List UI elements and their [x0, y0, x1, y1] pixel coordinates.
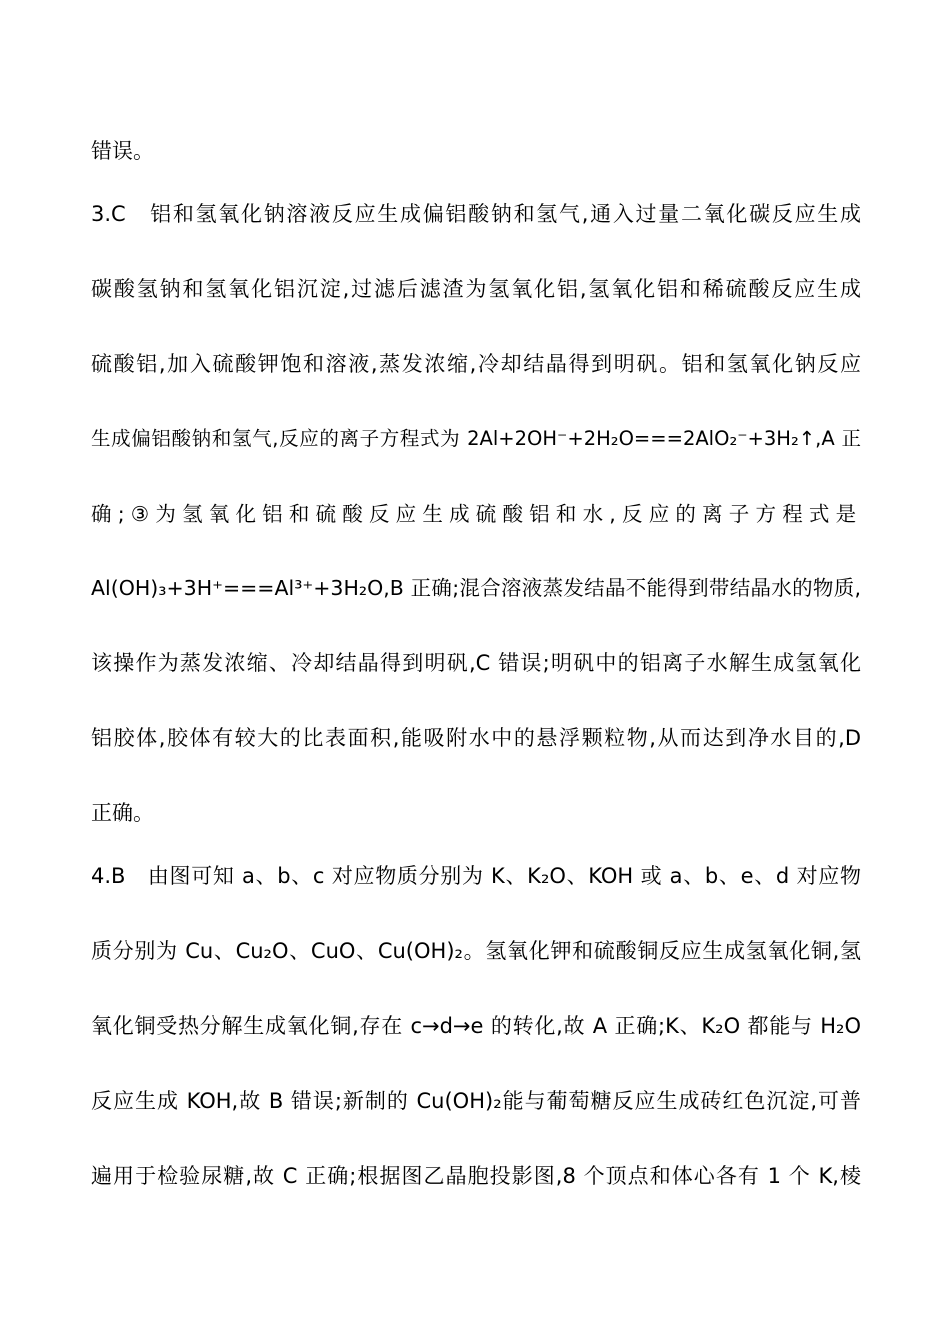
text-line-14: 反应生成 KOH,故 B 错误;新制的 Cu(OH)₂能与葡萄糖反应生成砖红色沉淀,可普: [91, 1089, 861, 1113]
text-line-15: 遍用于检验尿糖,故 C 正确;根据图乙晶胞投影图,8 个顶点和体心各有 1 个 K,棱: [91, 1164, 861, 1188]
text-line-13: 氧化铜受热分解生成氧化铜,存在 c→d→e 的转化,故 A 正确;K、K₂O 都能与 H₂O: [91, 1014, 861, 1038]
text-line-7: Al(OH)₃+3H⁺===Al³⁺+3H₂O,B 正确;混合溶液蒸发结晶不能得到带结晶水的物质,: [91, 576, 861, 600]
text-line-10: 正确。: [91, 801, 154, 825]
text-line-11: 4.B 由图可知 a、b、c 对应物质分别为 K、K₂O、KOH 或 a、b、e、d 对应物: [91, 864, 861, 888]
text-line-8: 该操作为蒸发浓缩、冷却结晶得到明矾,C 错误;明矾中的铝离子水解生成氢氧化: [91, 651, 861, 675]
text-line-12: 质分别为 Cu、Cu₂O、CuO、Cu(OH)₂。氢氧化钾和硫酸铜反应生成氢氧化铜,氢: [91, 939, 861, 963]
text-line-3: 碳酸氢钠和氢氧化铝沉淀,过滤后滤渣为氢氧化铝,氢氧化铝和稀硫酸反应生成: [91, 277, 861, 301]
text-line-2: 3.C 铝和氢氧化钠溶液反应生成偏铝酸钠和氢气,通入过量二氧化碳反应生成: [91, 202, 861, 226]
text-line-5: 生成偏铝酸钠和氢气,反应的离子方程式为 2Al+2OH⁻+2H₂O===2AlO₂⁻+3H₂↑,A 正: [91, 427, 861, 450]
text-line-4: 硫酸铝,加入硫酸钾饱和溶液,蒸发浓缩,冷却结晶得到明矾。铝和氢氧化钠反应: [91, 352, 861, 376]
text-line-9: 铝胶体,胶体有较大的比表面积,能吸附水中的悬浮颗粒物,从而达到净水目的,D: [91, 726, 861, 750]
text-line-6: 确;③为氢氧化铝和硫酸反应生成硫酸铝和水,反应的离子方程式是: [91, 502, 863, 526]
text-line-1: 错误。: [91, 139, 154, 163]
